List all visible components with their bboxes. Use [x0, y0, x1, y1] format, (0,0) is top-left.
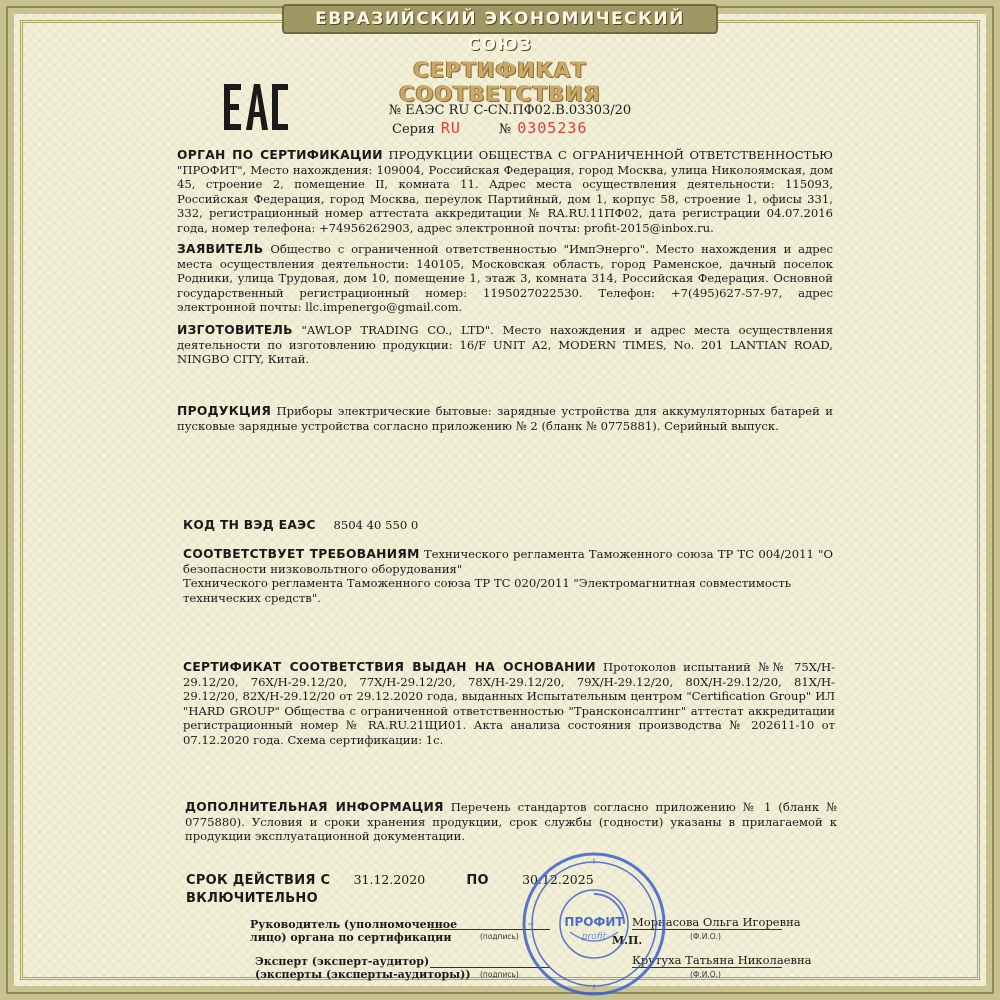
certificate-title: СЕРТИФИКАТ СООТВЕТСТВИЯ [399, 58, 601, 106]
product-text: Приборы электрические бытовые: зарядные устройства для аккумуляторных батарей и пусковые зарядные устройства согласно приложению № 2 (бланк № 0775881). Серийный выпуск. [177, 404, 834, 433]
series-value: RU [440, 119, 461, 137]
expert-label-line-2: (эксперты (эксперты-аудиторы)) [255, 968, 471, 981]
validity-to-label: ПО [466, 873, 489, 888]
certification-body-heading: ОРГАН ПО СЕРТИФИКАЦИИ [177, 148, 383, 162]
conformity-heading: СООТВЕТСТВУЕТ ТРЕБОВАНИЯМ [183, 547, 420, 561]
union-banner: ЕВРАЗИЙСКИЙ ЭКОНОМИЧЕСКИЙ СОЮЗ [282, 4, 718, 34]
conformity-text-1: Технического регламента Таможенного союза ТР ТС 004/2011 "О безопасности низковольтного оборудования" [183, 547, 834, 576]
basis-text: Протоколов испытаний №№ 75X/H-29.12/20, 76X/H-29.12/20, 77X/H-29.12/20, 78X/H-29.12/20, 79X/H-29.12/20, 80X/H-29.12/20, 81X/H-29.12/20, 82X/H-29.12/20 от 29.12.2020 года, выданных Испытательным центром "Certification Group" ИЛ "HARD GROUP" Общества с ограниченной ответственностью "Трансконсалтинг" аттестат аккредитации регистрационный номер № RA.RU.21ЩИ01. Акта анализа состояния производства № 202611-10 от 07.12.2020 года. Схема сертификации: 1с. [183, 660, 835, 747]
manufacturer-text: "AWLOP TRADING CO., LTD". Место нахождения и адрес места осуществления деятельности по изготовлению продукции: 16/F UNIT A2, MODERN TIMES, No. 201 LANTIAN ROAD, NINGBO CITY, Китай. [177, 323, 834, 367]
registration-number: № ЕАЭС RU С-CN.ПФ02.В.03303/20 [388, 103, 632, 118]
product-heading: ПРОДУКЦИЯ [177, 404, 272, 418]
hs-code-heading: КОД ТН ВЭД ЕАЭС [183, 518, 316, 532]
additional-info-section [185, 800, 837, 844]
head-fio-caption: (Ф.И.О.) [690, 932, 721, 941]
series-label: Серия [392, 122, 435, 137]
conformity-text-2: Технического регламента Таможенного союза ТР ТС 020/2011 "Электромагнитная совместимость технических средств". [183, 576, 792, 605]
product-section [177, 404, 833, 433]
validity-to-date: 30.12.2025 [522, 872, 594, 887]
head-signature-caption: (подпись) [480, 932, 519, 941]
expert-label-line-1: Эксперт (эксперт-аудитор) [255, 955, 430, 968]
manufacturer-section [177, 323, 833, 367]
basis-heading: СЕРТИФИКАТ СООТВЕТСТВИЯ ВЫДАН НА ОСНОВАНИИ [183, 660, 596, 674]
validity-from-label: СРОК ДЕЙСТВИЯ С [186, 873, 331, 888]
basis-section [183, 660, 835, 748]
stamp-brand-sub: profit [581, 932, 607, 942]
conformity-section [183, 547, 833, 605]
expert-signature-caption: (подпись) [480, 970, 519, 979]
expert-fio-caption: (Ф.И.О.) [690, 970, 721, 979]
hs-code-value: 8504 40 550 0 [333, 518, 419, 532]
eac-logo [222, 82, 290, 132]
head-signatory-name: Морнасова Ольга Игоревна [632, 915, 801, 929]
seal-caption: М.П. [612, 934, 643, 947]
expert-signatory-label [255, 955, 471, 981]
number-label: № [498, 122, 512, 137]
expert-signatory-name: Крутуха Татьяна Николаевна [632, 953, 812, 967]
form-number: 0305236 [517, 119, 588, 137]
validity-from-date: 31.12.2020 [353, 872, 426, 887]
head-signatory-label [250, 918, 457, 944]
certification-body-text: ПРОДУКЦИИ ОБЩЕСТВА С ОГРАНИЧЕННОЙ ОТВЕТСТВЕННОСТЬЮ "ПРОФИТ", Место нахождения: 109004, Российская Федерация, город Москва, улица Николоямская, дом 45, строение 2, помещение II, комната 11. Адрес места осуществления деятельности: 115093, Российская Федерация, город Москва, переулок Партийный, дом 1, корпус 58, строение 1, офисы 331, 332, регистрационный номер аттестата аккредитации № RA.RU.11ПФ02, дата регистрации 04.07.2016 года, номер телефона: +74956262903, адрес электронной почты: profit-2015@inbox.ru. [177, 148, 833, 235]
stamp-brand: ПРОФИТ [564, 915, 624, 929]
applicant-heading: ЗАЯВИТЕЛЬ [177, 242, 264, 256]
applicant-text: Общество с ограниченной ответственностью "ИмпЭнерго". Место нахождения и адрес места осуществления деятельности: 140105, Московская область, город Раменское, дачный поселок Родники, улица Трудовая, дом 10, помещение 1, этаж 3, комната 314, Российская Федерация. Основной государственный регистрационный номер: 1195027022530. Телефон: +7(495)627-57-97, адрес электронной почты: llc.impenergo@gmail.com. [177, 242, 833, 315]
additional-info-heading: ДОПОЛНИТЕЛЬНАЯ ИНФОРМАЦИЯ [185, 800, 444, 814]
certification-body-section [177, 148, 833, 236]
additional-info-text: Перечень стандартов согласно приложению № 1 (бланк № 0775880). Условия и сроки хранения продукции, срок службы (годности) указаны в прилагаемой к продукции эксплуатационной документации. [185, 800, 837, 844]
head-label-line-1: Руководитель (уполномоченное [250, 918, 458, 931]
manufacturer-heading: ИЗГОТОВИТЕЛЬ [177, 323, 293, 337]
series-row [392, 119, 587, 137]
head-label-line-2: лицо) органа по сертификации [250, 931, 452, 944]
applicant-section [177, 242, 833, 315]
hs-code-row [183, 518, 418, 532]
certification-seal-stamp [520, 850, 668, 998]
validity-inclusive-label: ВКЛЮЧИТЕЛЬНО [186, 891, 318, 906]
